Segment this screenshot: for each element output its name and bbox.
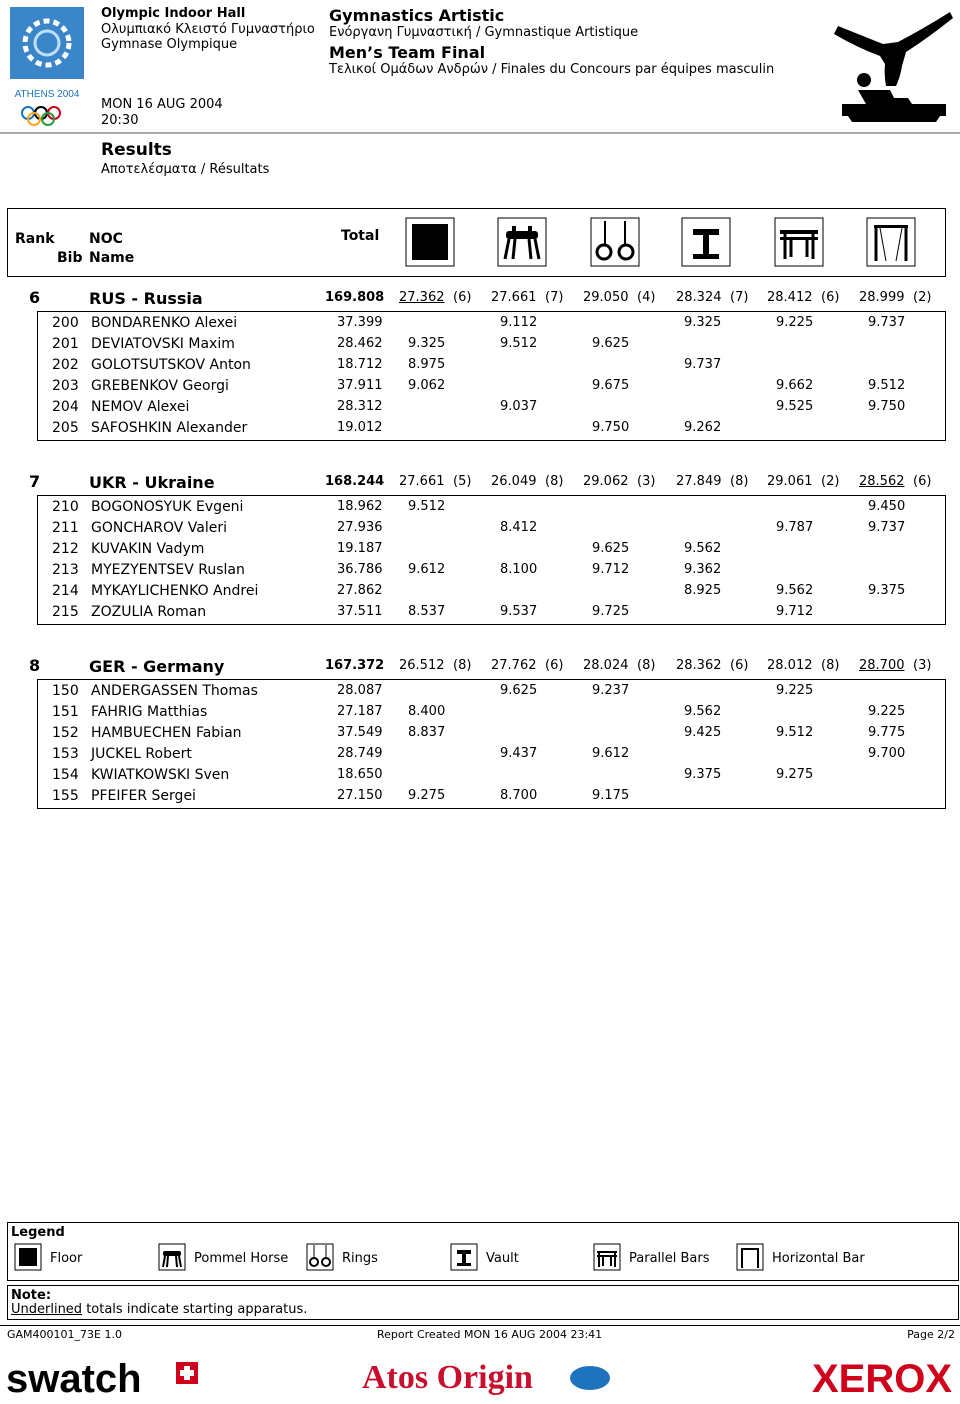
athlete-score: 9.037 [500, 399, 538, 414]
athlete-bib: 214 [52, 583, 79, 599]
rings-icon [306, 1243, 334, 1271]
page-number: Page 2/2 [907, 1328, 955, 1341]
apparatus-rank: (8) [821, 658, 840, 673]
athlete-table [37, 495, 946, 625]
apparatus-rank: (6) [730, 658, 749, 673]
athlete-total: 37.549 [337, 725, 383, 740]
note-title: Note: [11, 1288, 52, 1303]
athlete-score: 9.625 [500, 683, 538, 698]
apparatus-score: 27.362 [399, 290, 445, 305]
athlete-total: 36.786 [337, 562, 383, 577]
athlete-row [38, 333, 945, 354]
col-bib: Bib [57, 250, 83, 266]
apparatus-rank: (2) [913, 290, 932, 305]
athlete-score: 9.450 [868, 499, 906, 514]
athlete-name: PFEIFER Sergei [91, 788, 196, 804]
apparatus-score: 29.062 [583, 474, 629, 489]
athlete-bib: 151 [52, 704, 79, 720]
legend-title: Legend [11, 1225, 65, 1240]
athlete-score: 9.375 [684, 767, 722, 782]
apparatus-score: 27.762 [491, 658, 537, 673]
athlete-row [38, 417, 945, 438]
sponsor-bar [0, 1352, 960, 1400]
athlete-name: NEMOV Alexei [91, 399, 190, 415]
legend-label: Rings [342, 1251, 378, 1266]
athlete-score: 9.737 [868, 520, 906, 535]
apparatus-score: 27.849 [676, 474, 722, 489]
col-noc: NOC [89, 231, 123, 247]
team-summary [0, 654, 960, 676]
athlete-name: MYKAYLICHENKO Andrei [91, 583, 259, 599]
athlete-total: 18.712 [337, 357, 383, 372]
apparatus-rank: (4) [637, 290, 656, 305]
apparatus-rank: (6) [913, 474, 932, 489]
team-total: 169.808 [325, 290, 385, 305]
athlete-score: 9.562 [684, 704, 722, 719]
apparatus-score: 27.661 [399, 474, 445, 489]
athlete-row [38, 785, 945, 806]
athlete-name: ZOZULIA Roman [91, 604, 207, 620]
xerox-logo: XEROX [812, 1357, 953, 1400]
col-total: Total [341, 228, 380, 244]
athlete-name: BONDARENKO Alexei [91, 315, 238, 331]
athlete-row [38, 496, 945, 517]
athlete-name: KUVAKIN Vadym [91, 541, 205, 557]
athlete-score: 8.837 [408, 725, 446, 740]
sport-subtitle: Ενόργανη Γυμναστική / Gymnastique Artistique [329, 25, 639, 40]
athlete-row [38, 722, 945, 743]
athlete-total: 18.962 [337, 499, 383, 514]
athlete-bib: 203 [52, 378, 79, 394]
event-title: Men’s Team Final [329, 42, 486, 62]
legend-label: Parallel Bars [629, 1251, 710, 1266]
horizontal-bar-icon [736, 1243, 764, 1271]
note-underlined: Underlined [11, 1302, 83, 1317]
athlete-name: ANDERGASSEN Thomas [91, 683, 258, 699]
apparatus-rank: (6) [453, 290, 472, 305]
venue-name-greek: Ολυμπιακό Κλειστό Γυμναστήριο [101, 21, 315, 37]
apparatus-rank: (3) [637, 474, 656, 489]
athlete-score: 9.750 [592, 420, 630, 435]
athlete-score: 8.925 [684, 583, 722, 598]
athlete-score: 9.237 [592, 683, 630, 698]
athlete-table [37, 311, 946, 441]
results-subtitle: Αποτελέσματα / Résultats [101, 162, 270, 177]
athlete-score: 9.737 [868, 315, 906, 330]
team-rank: 7 [29, 472, 41, 491]
athlete-score: 9.512 [776, 725, 814, 740]
athlete-row [38, 701, 945, 722]
athlete-bib: 210 [52, 499, 79, 515]
athlete-total: 28.312 [337, 399, 383, 414]
athlete-total: 37.911 [337, 378, 383, 393]
athlete-score: 9.612 [408, 562, 446, 577]
team-noc: RUS - Russia [89, 289, 203, 308]
athlete-score: 8.537 [408, 604, 446, 619]
athlete-score: 9.512 [500, 336, 538, 351]
team-rank: 6 [29, 288, 41, 307]
event-subtitle: Τελικοί Ομάδων Ανδρών / Finales du Concours par équipes masculin [329, 61, 775, 77]
athlete-score: 9.787 [776, 520, 814, 535]
legend-label: Horizontal Bar [772, 1251, 865, 1266]
apparatus-rank: (6) [821, 290, 840, 305]
athlete-total: 27.936 [337, 520, 383, 535]
athlete-score: 8.700 [500, 788, 538, 803]
athlete-score: 9.625 [592, 336, 630, 351]
apparatus-score: 28.012 [767, 658, 813, 673]
athlete-score: 9.225 [776, 683, 814, 698]
athlete-score: 9.512 [868, 378, 906, 393]
athlete-bib: 215 [52, 604, 79, 620]
athlete-score: 9.612 [592, 746, 630, 761]
athlete-bib: 212 [52, 541, 79, 557]
athlete-score: 9.325 [408, 336, 446, 351]
athlete-row [38, 559, 945, 580]
apparatus-rank: (5) [453, 474, 472, 489]
parallel-bars-icon [774, 217, 824, 267]
athlete-name: KWIATKOWSKI Sven [91, 767, 230, 783]
athlete-score: 9.275 [776, 767, 814, 782]
apparatus-rank: (8) [453, 658, 472, 673]
athlete-score: 8.400 [408, 704, 446, 719]
header-divider [0, 132, 960, 134]
athlete-score: 9.275 [408, 788, 446, 803]
athlete-row [38, 517, 945, 538]
athlete-score: 9.175 [592, 788, 630, 803]
column-header [7, 208, 946, 277]
athlete-bib: 211 [52, 520, 79, 536]
legend-label: Vault [486, 1251, 519, 1266]
athlete-total: 28.087 [337, 683, 383, 698]
athlete-name: DEVIATOVSKI Maxim [91, 336, 235, 352]
col-name: Name [89, 250, 135, 266]
venue-name-french: Gymnase Olympique [101, 37, 238, 52]
athlete-score: 9.375 [868, 583, 906, 598]
parallel-bars-icon [593, 1243, 621, 1271]
apparatus-rank: (8) [545, 474, 564, 489]
col-rank: Rank [15, 231, 55, 247]
apparatus-rank: (6) [545, 658, 564, 673]
apparatus-score: 28.324 [676, 290, 722, 305]
athlete-bib: 154 [52, 767, 79, 783]
athlete-total: 18.650 [337, 767, 383, 782]
athlete-name: HAMBUECHEN Fabian [91, 725, 242, 741]
athlete-score: 9.437 [500, 746, 538, 761]
athlete-row [38, 538, 945, 559]
athlete-score: 9.362 [684, 562, 722, 577]
apparatus-score: 29.061 [767, 474, 813, 489]
athlete-row [38, 375, 945, 396]
athlete-bib: 155 [52, 788, 79, 804]
apparatus-score: 28.412 [767, 290, 813, 305]
venue-block [101, 6, 315, 53]
report-code: GAM400101_73E 1.0 [7, 1328, 122, 1341]
athlete-bib: 204 [52, 399, 79, 415]
team-rank: 8 [29, 656, 41, 675]
logo-text: ATHENS 2004 [14, 89, 80, 100]
swatch-logo: swatch [6, 1357, 142, 1400]
floor-icon [14, 1243, 42, 1271]
legend-label: Pommel Horse [194, 1251, 289, 1266]
apparatus-score: 28.362 [676, 658, 722, 673]
athlete-total: 37.511 [337, 604, 383, 619]
athlete-total: 28.462 [337, 336, 383, 351]
athlete-score: 9.562 [684, 541, 722, 556]
team-noc: UKR - Ukraine [89, 473, 215, 492]
gymnast-pictogram-icon [828, 4, 956, 122]
athlete-score: 9.062 [408, 378, 446, 393]
athlete-row [38, 601, 945, 622]
legend-label: Floor [50, 1251, 83, 1266]
athlete-total: 19.187 [337, 541, 383, 556]
athlete-name: GONCHAROV Valeri [91, 520, 227, 536]
vault-icon [681, 217, 731, 267]
athlete-score: 9.225 [868, 704, 906, 719]
athlete-name: FAHRIG Matthias [91, 704, 208, 720]
athlete-score: 9.712 [776, 604, 814, 619]
atos-fish-icon [570, 1366, 610, 1390]
athlete-score: 9.425 [684, 725, 722, 740]
apparatus-score: 28.562 [859, 474, 905, 489]
athlete-bib: 201 [52, 336, 79, 352]
athlete-total: 27.150 [337, 788, 383, 803]
athlete-score: 8.412 [500, 520, 538, 535]
athlete-bib: 200 [52, 315, 79, 331]
athlete-score: 9.700 [868, 746, 906, 761]
apparatus-score: 28.700 [859, 658, 905, 673]
athlete-score: 9.775 [868, 725, 906, 740]
athlete-score: 9.712 [592, 562, 630, 577]
athlete-score: 9.562 [776, 583, 814, 598]
event-title-block [329, 6, 774, 77]
athlete-bib: 152 [52, 725, 79, 741]
athlete-name: GREBENKOV Georgi [91, 378, 229, 394]
athlete-score: 9.725 [592, 604, 630, 619]
note-text [11, 1302, 307, 1317]
athens-2004-logo [8, 5, 86, 127]
event-datetime [101, 97, 223, 128]
apparatus-score: 26.049 [491, 474, 537, 489]
athlete-bib: 150 [52, 683, 79, 699]
athlete-name: SAFOSHKIN Alexander [91, 420, 248, 436]
athlete-bib: 213 [52, 562, 79, 578]
report-created: Report Created MON 16 AUG 2004 23:41 [377, 1328, 603, 1341]
legend [7, 1222, 959, 1281]
apparatus-rank: (7) [730, 290, 749, 305]
note-box [7, 1285, 959, 1320]
horizontal-bar-icon [866, 217, 916, 267]
note-body: totals indicate starting apparatus. [82, 1302, 308, 1317]
athlete-row [38, 743, 945, 764]
athlete-score: 9.525 [776, 399, 814, 414]
athlete-score: 9.662 [776, 378, 814, 393]
athlete-bib: 153 [52, 746, 79, 762]
athlete-score: 8.100 [500, 562, 538, 577]
apparatus-rank: (8) [730, 474, 749, 489]
pommel-horse-icon [497, 217, 547, 267]
pommel-horse-icon [158, 1243, 186, 1271]
atos-origin-logo: Atos Origin [362, 1359, 533, 1396]
athlete-total: 27.187 [337, 704, 383, 719]
athlete-bib: 205 [52, 420, 79, 436]
athlete-score: 9.750 [868, 399, 906, 414]
apparatus-score: 29.050 [583, 290, 629, 305]
athlete-score: 9.512 [408, 499, 446, 514]
athlete-score: 9.112 [500, 315, 538, 330]
athlete-name: BOGONOSYUK Evgeni [91, 499, 244, 515]
athlete-row [38, 580, 945, 601]
athlete-total: 37.399 [337, 315, 383, 330]
results-heading [101, 140, 269, 180]
athlete-row [38, 764, 945, 785]
athlete-score: 9.262 [684, 420, 722, 435]
results-title: Results [101, 140, 172, 160]
sport-title: Gymnastics Artistic [329, 6, 505, 25]
athlete-row [38, 312, 945, 333]
vault-icon [450, 1243, 478, 1271]
athlete-score: 9.325 [684, 315, 722, 330]
athlete-bib: 202 [52, 357, 79, 373]
team-summary [0, 286, 960, 308]
athlete-name: JUCKEL Robert [91, 746, 192, 762]
event-time: 20:30 [101, 112, 139, 128]
athlete-score: 9.537 [500, 604, 538, 619]
footer [0, 1325, 960, 1342]
athlete-score: 9.737 [684, 357, 722, 372]
athlete-row [38, 680, 945, 701]
team-total: 168.244 [325, 474, 385, 489]
athlete-total: 19.012 [337, 420, 383, 435]
apparatus-rank: (8) [637, 658, 656, 673]
athlete-total: 28.749 [337, 746, 383, 761]
event-date: MON 16 AUG 2004 [101, 97, 223, 112]
team-total: 167.372 [325, 658, 385, 673]
athlete-name: GOLOTSUTSKOV Anton [91, 357, 251, 373]
floor-icon [405, 217, 455, 267]
athlete-name: MYEZYENTSEV Ruslan [91, 562, 245, 578]
apparatus-rank: (2) [821, 474, 840, 489]
team-summary [0, 470, 960, 492]
apparatus-rank: (3) [913, 658, 932, 673]
apparatus-score: 28.999 [859, 290, 905, 305]
athlete-score: 8.975 [408, 357, 446, 372]
apparatus-score: 28.024 [583, 658, 629, 673]
athlete-row [38, 396, 945, 417]
rings-icon [590, 217, 640, 267]
apparatus-score: 26.512 [399, 658, 445, 673]
athlete-score: 9.675 [592, 378, 630, 393]
athlete-row [38, 354, 945, 375]
athlete-table [37, 679, 946, 809]
venue-name: Olympic Indoor Hall [101, 6, 246, 21]
team-noc: GER - Germany [89, 657, 225, 676]
athlete-total: 27.862 [337, 583, 383, 598]
apparatus-rank: (7) [545, 290, 564, 305]
apparatus-score: 27.661 [491, 290, 537, 305]
athlete-score: 9.625 [592, 541, 630, 556]
athlete-score: 9.225 [776, 315, 814, 330]
